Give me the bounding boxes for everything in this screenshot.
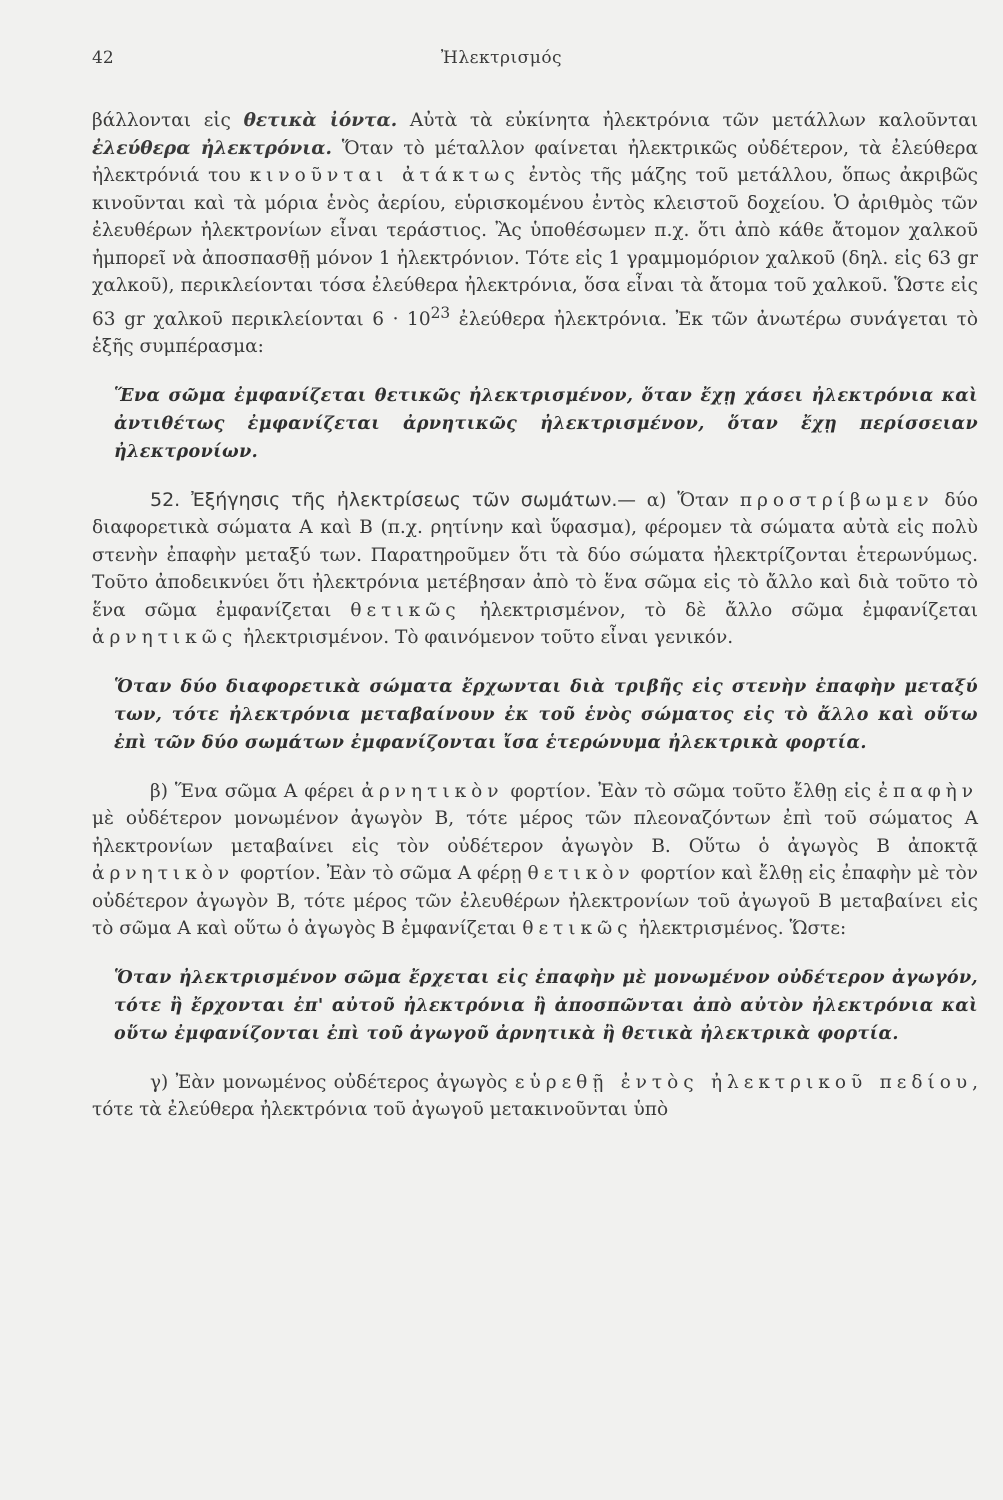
page-header (92, 48, 911, 78)
exponent: 23 (430, 303, 451, 322)
spaced-emphasis: θετικὸν (527, 863, 635, 885)
spaced-emphasis: ἐπαφὴν (878, 780, 978, 802)
paragraph-gamma: γ) Ἐὰν μονωμένος οὐδέτερος ἀγωγὸς εὑρεθῇ ἐντὸς ἠλεκτρικοῦ πεδίου, τότε τὰ ἐλεύθερα ἠλεκτρόνια τοῦ ἀγωγοῦ μετακινοῦνται ὑπὸ (92, 1071, 978, 1121)
section-52-paragraph: 52. Ἐξήγησις τῆς ἠλεκτρίσεως τῶν σωμάτων.— α) Ὅταν προστρίβωμεν δύο διαφορετικὰ σώματα Α καὶ Β (π.χ. ρητίνην καὶ ὕφασμα), φέρομεν τὰ σώματα αὐτὰ εἰς πολὺ στενὴν ἐπαφὴν μεταξύ των. Παρατηροῦμεν ὅτι τὰ δύο σώματα ἠλεκτρίζονται ἑτερωνύμως. Τοῦτο ἀποδεικνύει ὅτι ἠλεκτρόνια μετέβησαν ἀπὸ τὸ ἕνα σῶμα εἰς τὸ ἄλλο καὶ διὰ τοῦτο τὸ ἕνα σῶμα ἐμφανίζεται θετικῶς ἠλεκτρισμένον, τὸ δὲ ἄλλο σῶμα ἐμφανίζεται ἀρνητικῶς ἠλεκτρισμένον. Τὸ φαινόμενον τοῦτο εἶναι γενικόν. (92, 488, 979, 649)
spaced-emphasis: ἀρνητικῶς (92, 627, 238, 649)
spaced-emphasis: ἀρνητικὸν (92, 863, 235, 885)
spaced-emphasis: εὑρεθῇ ἐντὸς ἠλεκτρικοῦ πεδίου (514, 1071, 973, 1093)
conclusion-rule-1: Ἕνα σῶμα ἐμφανίζεται θετικῶς ἠλεκτρισμένον, ὅταν ἔχῃ χάσει ἠλεκτρόνια καὶ ἀντιθέτως ἐμφανίζεται ἀρνητικῶς ἠλεκτρισμένον, ὅταν ἔχῃ περίσσειαν ἠλεκτρονίων. (114, 385, 978, 462)
spaced-emphasis: προστρίβωμεν (739, 489, 934, 511)
spaced-emphasis: θετικῶς (350, 599, 461, 621)
conclusion-rule-2: Ὅταν δύο διαφορετικὰ σώματα ἔρχωνται διὰ τριβῆς εἰς στενὴν ἐπαφὴν μεταξύ των, τότε ἠλεκτρόνια μεταβαίνουν ἐκ τοῦ ἑνὸς σώματος εἰς τὸ ἄλλο καὶ οὕτω ἐπὶ τῶν δύο σωμάτων ἐμφανίζονται ἴσα ἑτερώνυμα ἠλεκτρικὰ φορτία. (114, 676, 978, 753)
intro-paragraph: βάλλονται εἰς θετικὰ ἰόντα. Αὐτὰ τὰ εὐκίνητα ἠλεκτρόνια τῶν μετάλλων καλοῦνται ἐλεύθερα ἠλεκτρόνια. Ὅταν τὸ μέταλλον φαίνεται ἠλεκτρικῶς οὐδέτερον, τὰ ἐλεύθερα ἠλεκτρόνιά του κινοῦνται ἀτάκτως ἐντὸς τῆς μάζης τοῦ μετάλλου, ὅπως ἀκριβῶς κινοῦνται καὶ τὰ μόρια ἑνὸς ἀερίου, εὑρισκομένου ἐντὸς κλειστοῦ δοχείου. Ὁ ἀριθμὸς τῶν ἐλευθέρων ἠλεκτρονίων εἶναι τεράστιος. Ἂς ὑποθέσωμεν π.χ. ὅτι ἀπὸ κάθε ἄτομον χαλκοῦ ἠμπορεῖ νὰ ἀποσπασθῇ μόνον 1 ἠλεκτρόνιον. Τότε εἰς 1 γραμμομόριον χαλκοῦ (δηλ. εἰς 63 gr χαλκοῦ), περικλείονται τόσα ἐλεύθερα ἠλεκτρόνια, ὅσα εἶναι τὰ ἄτομα τοῦ χαλκοῦ. Ὥστε εἰς 63 gr χαλκοῦ περικλείονται $6 \cdot 10^{23}$ ἐλεύθερα ἠλεκτρόνια. Ἐκ τῶν ἀνωτέρω συνάγεται τὸ ἑξῆς συμπέρασμα: (92, 110, 979, 358)
spaced-emphasis: κινοῦνται ἀτάκτως (249, 165, 520, 186)
page-number: 42 (92, 48, 114, 68)
spaced-emphasis: θετικῶς (522, 918, 633, 940)
page-body (92, 107, 978, 1124)
emphasis-term: ἐλεύθερα ἠλεκτρόνια. (92, 137, 332, 159)
paragraph-beta: β) Ἕνα σῶμα Α φέρει ἀρνητικὸν φορτίον. Ἐὰν τὸ σῶμα τοῦτο ἔλθῃ εἰς ἐπαφὴν μὲ οὐδέτερον μονωμένον ἀγωγὸν Β, τότε μέρος τῶν πλεοναζόντων ἐπὶ τοῦ σώματος Α ἠλεκτρονίων μεταβαίνει εἰς τὸν οὐδέτερον ἀγωγὸν Β. Οὕτω ὁ ἀγωγὸς Β ἀποκτᾷ ἀρνητικὸν φορτίον. Ἐὰν τὸ σῶμα Α φέρῃ θετικὸν φορτίον καὶ ἔλθῃ εἰς ἐπαφὴν μὲ τὸν οὐδέτερον ἀγωγὸν Β, τότε μέρος τῶν ἐλευθέρων ἠλεκτρονίων τοῦ ἀγωγοῦ Β μεταβαίνει εἰς τὸ σῶμα Α καὶ οὕτω ὁ ἀγωγὸς Β ἐμφανίζεται θετικῶς ἠλεκτρισμένος. Ὥστε: (92, 780, 978, 940)
conclusion-rule-3: Ὅταν ἠλεκτρισμένον σῶμα ἔρχεται εἰς ἐπαφὴν μὲ μονωμένον οὐδέτερον ἀγωγόν, τότε ἢ ἔρχονται ἐπ' αὐτοῦ ἠλεκτρόνια ἢ ἀποσπῶνται ἀπὸ αὐτὸν ἠλεκτρόνια καὶ οὕτω ἐμφανίζονται ἐπὶ τοῦ ἀγωγοῦ ἀρνητικὰ ἢ θετικὰ ἠλεκτρικὰ φορτία. (114, 967, 978, 1044)
section-heading: 52. Ἐξήγησις τῆς ἠλεκτρίσεως τῶν σωμάτων. (150, 488, 618, 511)
running-title: Ἠλεκτρισμός (440, 48, 563, 68)
emphasis-term: θετικὰ ἰόντα. (243, 110, 398, 131)
spaced-emphasis: ἀρνητικὸν (361, 780, 504, 802)
